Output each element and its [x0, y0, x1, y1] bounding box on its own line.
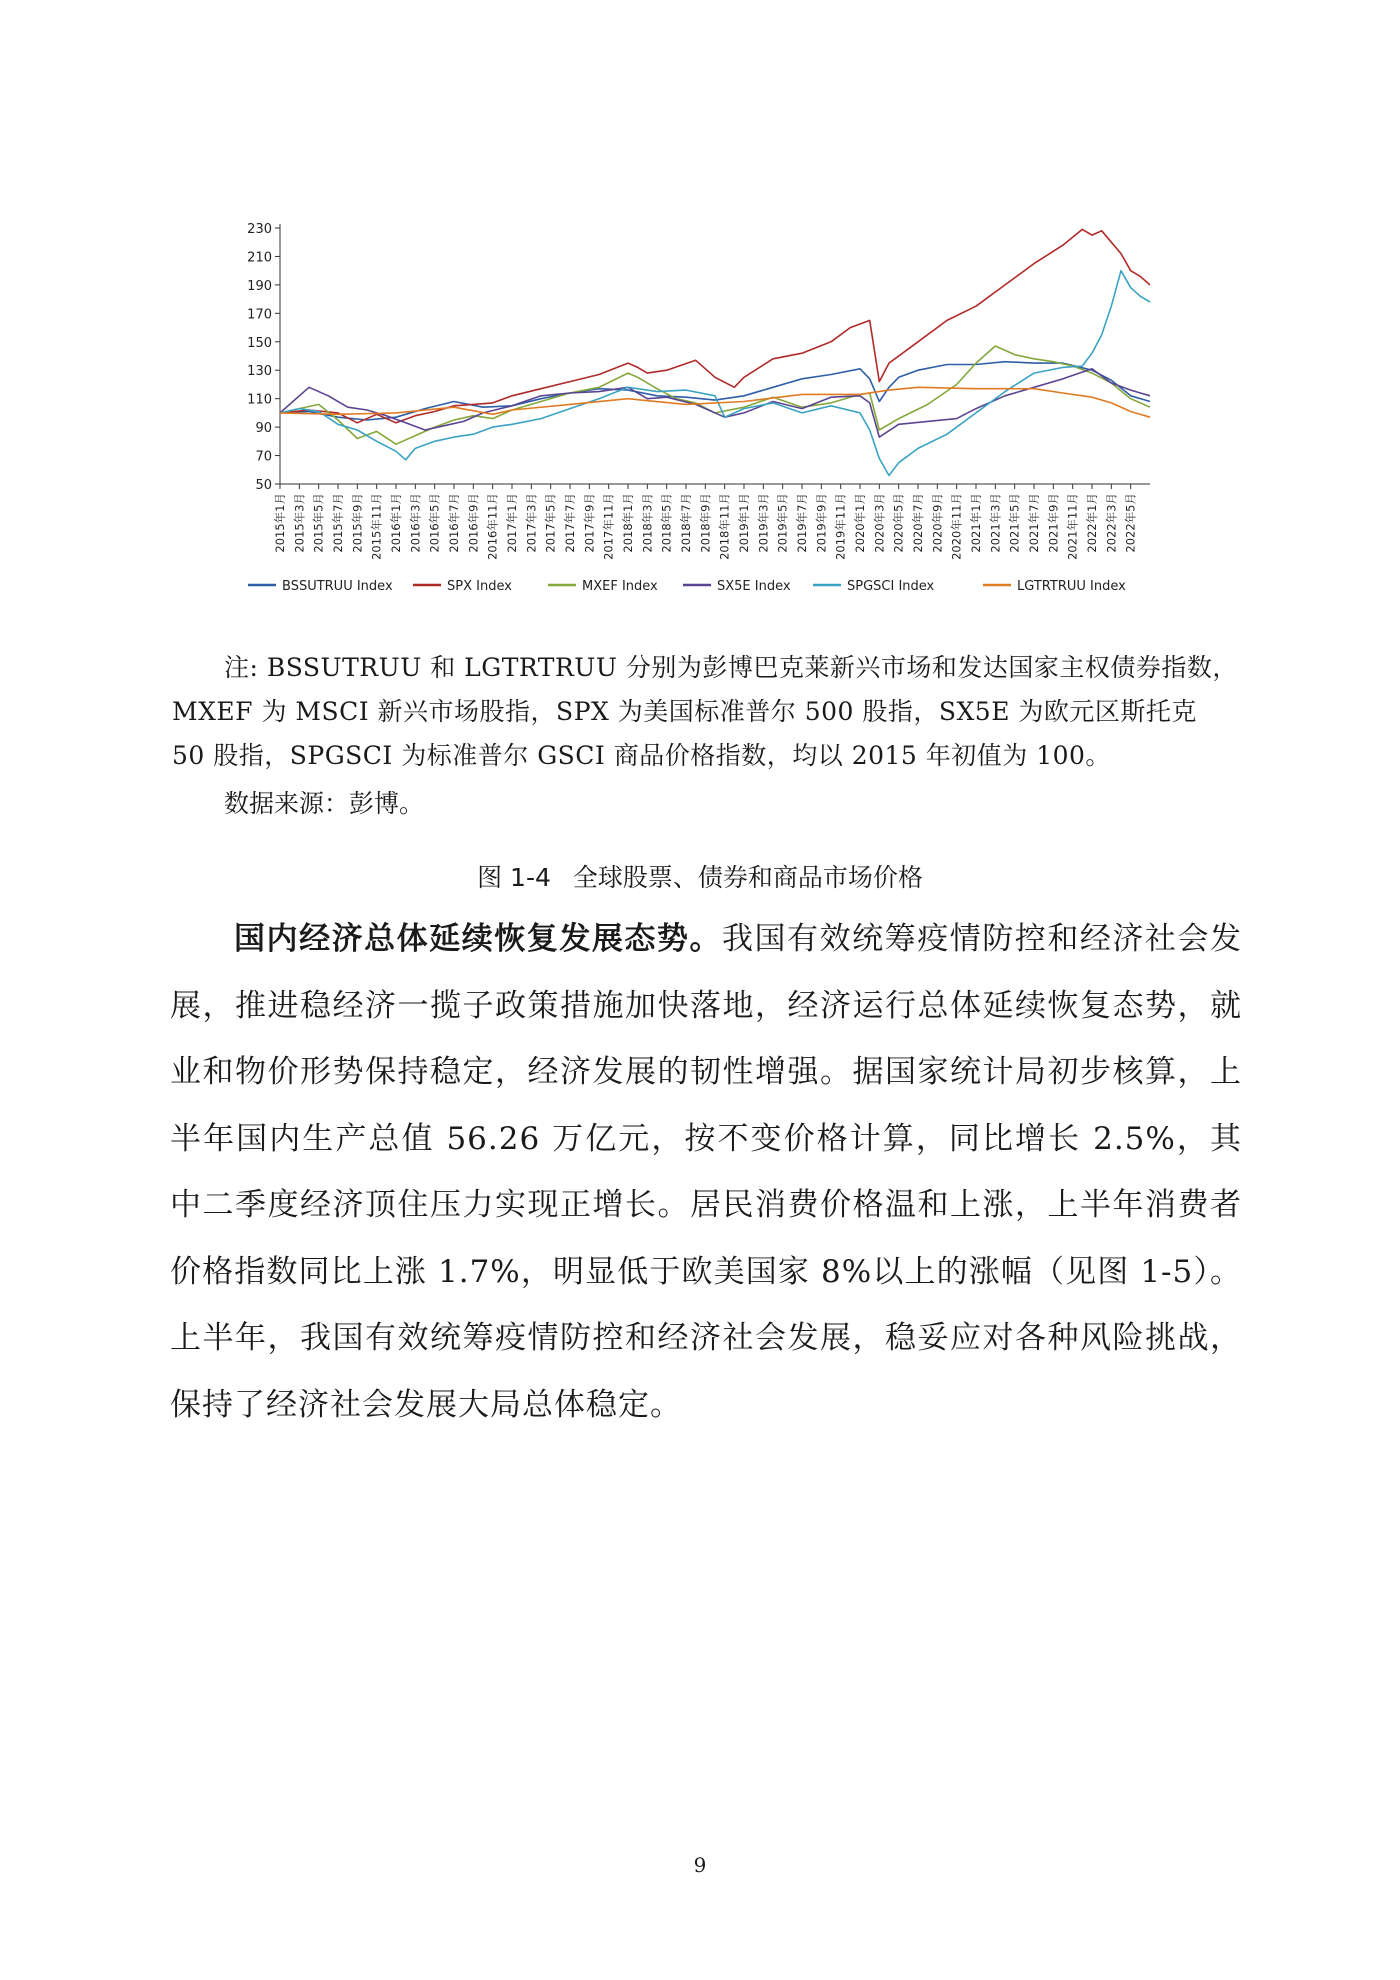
- x-tick-label: 2016年7月: [447, 493, 461, 553]
- legend-label: SPGSCI Index: [847, 579, 935, 594]
- x-tick-label: 2019年5月: [775, 493, 790, 553]
- x-tick-label: 2020年11月: [949, 493, 964, 560]
- x-tick-label: 2018年3月: [640, 493, 655, 553]
- y-tick-label: 210: [247, 250, 272, 266]
- x-tick-label: 2018年7月: [679, 493, 693, 553]
- x-tick-label: 2015年7月: [331, 493, 345, 553]
- x-tick-label: 2018年11月: [717, 493, 732, 560]
- x-tick-label: 2017年3月: [524, 493, 539, 553]
- x-tick-label: 2015年9月: [350, 493, 365, 553]
- x-tick-label: 2020年5月: [891, 493, 906, 553]
- x-tick-label: 2020年1月: [853, 493, 867, 553]
- x-tick-label: 2017年1月: [505, 493, 519, 553]
- x-tick-label: 2017年7月: [563, 493, 577, 553]
- caption-number: 图 1-4: [477, 863, 551, 892]
- y-tick-label: 50: [255, 478, 272, 493]
- x-tick-label: 2016年1月: [389, 493, 403, 553]
- y-tick-label: 170: [247, 307, 272, 323]
- x-tick-label: 2015年11月: [369, 493, 384, 560]
- legend-label: MXEF Index: [582, 579, 658, 594]
- y-tick-label: 190: [247, 278, 272, 294]
- x-tick-label: 2016年11月: [485, 493, 500, 560]
- x-tick-label: 2017年11月: [601, 493, 616, 560]
- legend-label: LGTRTRUU Index: [1017, 579, 1126, 594]
- x-tick-label: 2019年9月: [814, 493, 829, 553]
- x-tick-label: 2018年5月: [659, 493, 674, 553]
- x-tick-label: 2021年1月: [969, 493, 983, 553]
- x-tick-label: 2017年9月: [582, 493, 597, 553]
- x-tick-label: 2018年1月: [621, 493, 635, 553]
- paragraph-text: 我国有效统筹疫情防控和经济社会发展，推进稳经济一揽子政策措施加快落地，经济运行总体延续恢复态势，就业和物价形势保持稳定，经济发展的韧性增强。据国家统计局初步核算，上半年国内生产总值 56.26 万亿元，按不变价格计算，同比增长 2.5%，其中二季度经济顶住压力实现正增长。居民消费价格温和上涨，上半年消费者价格指数同比上涨 1.7%，明显低于欧美国家 8%以上的涨幅（见图 1-5）。上半年，我国有效统筹疫情防控和经济社会发展，稳妥应对各种风险挑战，保持了经济社会发展大局总体稳定。: [170, 921, 1242, 1423]
- series-line-spgsci: [280, 271, 1150, 476]
- x-tick-label: 2015年3月: [292, 493, 307, 553]
- x-tick-label: 2021年5月: [1007, 493, 1022, 553]
- line-chart: [238, 212, 1158, 607]
- x-tick-label: 2022年5月: [1123, 493, 1138, 553]
- data-source: 数据来源：彭博。: [224, 789, 425, 818]
- y-tick-label: 130: [247, 364, 272, 380]
- figure-note: [172, 646, 1238, 778]
- figure-caption: [0, 858, 1400, 894]
- x-tick-label: 2020年3月: [872, 493, 887, 553]
- x-tick-label: 2015年5月: [311, 493, 326, 553]
- x-tick-label: 2017年5月: [543, 493, 558, 553]
- y-tick-label: 110: [247, 392, 272, 408]
- caption-title: 全球股票、债券和商品市场价格: [572, 863, 923, 892]
- x-tick-label: 2022年1月: [1085, 493, 1099, 553]
- page-number: 9: [693, 1853, 707, 1877]
- y-tick-label: 70: [255, 449, 272, 465]
- x-tick-label: 2015年1月: [273, 493, 287, 553]
- x-tick-label: 2021年3月: [988, 493, 1003, 553]
- x-tick-label: 2016年5月: [427, 493, 442, 553]
- x-tick-label: 2021年11月: [1065, 493, 1080, 560]
- x-tick-label: 2019年11月: [833, 493, 848, 560]
- y-tick-label: 90: [255, 421, 272, 437]
- x-tick-label: 2016年3月: [408, 493, 423, 553]
- x-tick-label: 2022年3月: [1104, 493, 1119, 553]
- x-tick-label: 2019年1月: [737, 493, 751, 553]
- x-tick-label: 2016年9月: [466, 493, 481, 553]
- legend-label: SPX Index: [447, 579, 512, 594]
- legend-label: SX5E Index: [717, 579, 791, 594]
- x-tick-label: 2019年3月: [756, 493, 771, 553]
- y-tick-label: 230: [247, 222, 272, 237]
- x-tick-label: 2018年9月: [698, 493, 713, 553]
- lead-sentence: 国内经济总体延续恢复发展态势。: [234, 921, 722, 957]
- x-tick-label: 2019年7月: [795, 493, 809, 553]
- body-paragraph: [170, 906, 1242, 1438]
- legend-label: BSSUTRUU Index: [282, 579, 393, 594]
- x-tick-label: 2021年7月: [1027, 493, 1041, 553]
- x-tick-label: 2021年9月: [1046, 493, 1061, 553]
- market-price-chart: [238, 212, 1158, 607]
- note-text: 注: BSSUTRUU 和 LGTRTRUU 分别为彭博巴克莱新兴市场和发达国家主权债券指数，MXEF 为 MSCI 新兴市场股指，SPX 为美国标准普尔 500 股指，SX5E 为欧元区斯托克 50 股指，SPGSCI 为标准普尔 GSCI 商品价格指数，均以 2015 年初值为 100。: [172, 653, 1238, 770]
- x-tick-label: 2020年7月: [911, 493, 925, 553]
- y-tick-label: 150: [247, 335, 272, 351]
- x-tick-label: 2020年9月: [930, 493, 945, 553]
- series-line-spx: [280, 229, 1150, 422]
